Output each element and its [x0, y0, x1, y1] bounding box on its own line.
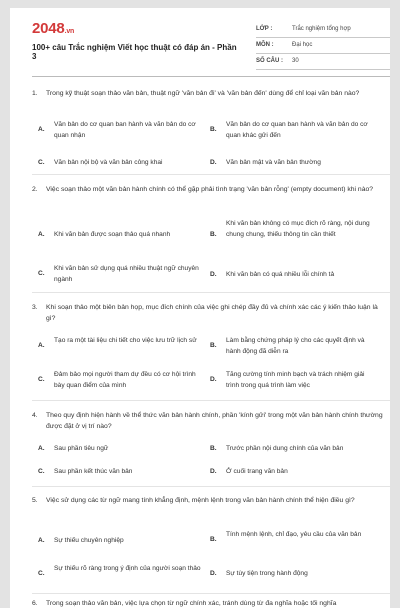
- info-row-count: SỐ CÂU : 30: [256, 54, 390, 70]
- question-stem: Việc soạn thảo một văn bản hành chính có thể gặp phải tình trạng 'văn bản rỗng' (empty document) khi nào?: [46, 186, 374, 193]
- info-row-subject: MÔN : Đại học: [256, 38, 390, 54]
- question-stem: Trong kỹ thuật soạn thảo văn bản, thuật ngữ 'văn bản đi' và 'văn bản đến' dùng để chỉ loại văn bản nào?: [46, 90, 360, 97]
- question-divider: [32, 486, 390, 487]
- question-stem: Việc sử dụng các từ ngữ mang tính khẳng định, mệnh lệnh trong văn bản hành chính thể hiện điều gì?: [46, 497, 355, 504]
- question-stem: Khi soạn thảo một biên bản họp, mục đích chính của việc ghi chép đầy đủ và chính xác các ý kiến thảo luận là gì?: [46, 304, 378, 322]
- question-stem: Trong soạn thảo văn bản, việc lựa chọn từ ngữ chính xác, tránh dùng từ đa nghĩa hoặc tối nghĩa: [46, 600, 337, 607]
- question-divider: [32, 174, 390, 175]
- info-table: [256, 22, 390, 70]
- question-divider: [32, 292, 390, 293]
- header-divider: [32, 76, 390, 77]
- question-stem: Theo quy định hiện hành về thể thức văn bản hành chính, phần 'kính gửi' trong một văn bản hành chính thường được đặt ở vị trí nào?: [46, 412, 383, 430]
- site-logo[interactable]: 2048.vn: [32, 20, 75, 37]
- question-divider: [32, 400, 390, 401]
- document-title: 100+ câu Trắc nghiệm Viết học thuật có đáp án - Phần 3: [32, 43, 237, 61]
- document-page: 2048.vn 100+ câu Trắc nghiệm Viết học thuật có đáp án - Phần 3 LỚP : Trắc nghiệm tổng hợp MÔN : Đại học SỐ CÂU : 30 1. Trong kỹ thuật soạn thảo văn bản, thuật ngữ 'văn bản đi' và 'văn bản đến' dùng để chỉ loại văn bản nào? A. Văn bản do cơ quan ban hành và văn bản do cơ quan nhận B. Văn bản do cơ quan ban hành và văn bản do cơ quan khác gửi đến C. Văn bản nội bộ và văn bản công khai D. Văn bản mật và văn bản thường 2. Việc soạn thảo một văn bản hành chính có thể gặp phải tình trạng 'văn bản rỗng' (empty document) khi nào? A. Khi văn bản được soạn thảo quá nhanh B. Khi văn bản không có mục đích rõ ràng, nội dung chung chung, thiếu thông tin cần thiết C. Khi văn bản sử dụng quá nhiều thuật ngữ chuyên ngành D. Khi văn bản có quá nhiều lỗi chính tả 3. Khi soạn thảo một biên bản họp, mục đích chính của việc ghi chép đầy đủ và chính xác các ý kiến thảo luận là gì? A. Tạo ra một tài liệu chi tiết cho việc lưu trữ lịch sử B. Làm bằng chứng pháp lý cho các quyết định và hành động đã diễn ra C. Đảm bảo mọi người tham dự đều có cơ hội trình bày quan điểm của mình D. Tăng cường tính minh bạch và trách nhiệm giải trình trong quá trình làm việc 4. Theo quy định hiện hành về thể thức văn bản hành chính, phần 'kính gửi' trong một văn bản hành chính thường được đặt ở vị trí nào? A. Sau phần tiêu ngữ B. Trước phần nội dung chính của văn bản C. Sau phần kết thúc văn bản D. Ở cuối trang văn bản 5. Việc sử dụng các từ ngữ mang tính khẳng định, mệnh lệnh trong văn bản hành chính thể hiện điều gì? A. Sự thiếu chuyên nghiệp B. Tính mệnh lệnh, chỉ đạo, yêu cầu của văn bản C. Sự thiếu rõ ràng trong ý định của người soạn thảo D. Sự tùy tiện trong hành động 6. Trong soạn thảo văn bản, việc lựa chọn từ ngữ chính xác, tránh dùng từ đa nghĩa hoặc tối nghĩa: [10, 8, 390, 608]
- question-divider: [32, 593, 390, 594]
- info-row-class: LỚP : Trắc nghiệm tổng hợp: [256, 22, 390, 38]
